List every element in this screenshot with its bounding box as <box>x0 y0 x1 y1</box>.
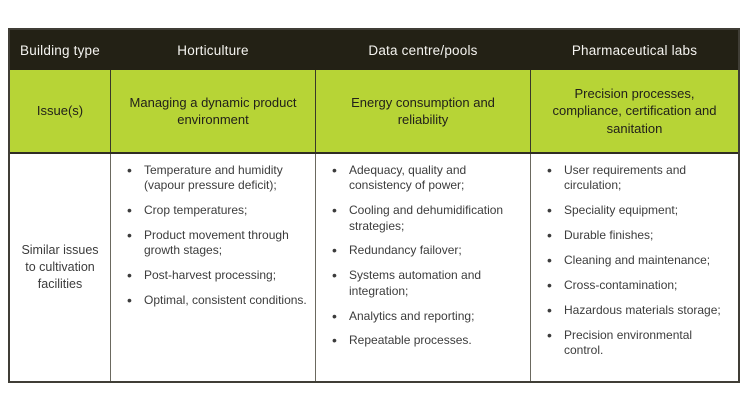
list-item: • Post-harvest processing; <box>126 268 309 283</box>
issue-summary-pharma: Precision processes, compliance, certification and sanitation <box>530 70 738 152</box>
list-item: • Product movement through growth stages; <box>126 228 309 259</box>
details-cell-horticulture <box>110 154 315 381</box>
header-cell-pharmaceutical-labs: Pharmaceutical labs <box>530 30 738 70</box>
list-item: • Repeatable processes. <box>331 333 524 348</box>
list-item: • Optimal, consistent conditions. <box>126 293 309 308</box>
data-centre-issues-list <box>316 154 530 349</box>
list-item: • Cooling and dehumidification strategies; <box>331 203 524 234</box>
list-item: • Crop temperatures; <box>126 203 309 218</box>
list-item: • Adequacy, quality and consistency of power; <box>331 163 524 194</box>
list-item: • Precision environmental control. <box>546 328 732 359</box>
issues-row-label: Issue(s) <box>36 103 84 119</box>
header-row <box>10 30 738 70</box>
list-item: • Redundancy failover; <box>331 243 524 258</box>
list-item: • Durable finishes; <box>546 228 732 243</box>
horticulture-issues-list <box>111 154 315 309</box>
list-item: • Systems automation and integration; <box>331 268 524 299</box>
list-item: • Temperature and humidity (vapour pressure deficit); <box>126 163 309 194</box>
details-row-label: Similar issues to cultivation facilities <box>21 242 99 292</box>
issue-summary-data-centre: Energy consumption and reliability <box>315 70 530 152</box>
list-item: • Cross-contamination; <box>546 278 732 293</box>
issues-row <box>10 70 738 154</box>
header-cell-building-type: Building type <box>20 42 100 58</box>
details-cell-data-centre <box>315 154 530 381</box>
list-item: • Speciality equipment; <box>546 203 732 218</box>
header-cell-horticulture: Horticulture <box>110 30 315 70</box>
header-cell-data-centre-pools: Data centre/pools <box>315 30 530 70</box>
list-item: • User requirements and circulation; <box>546 163 732 194</box>
list-item: • Analytics and reporting; <box>331 309 524 324</box>
details-cell-pharma <box>530 154 738 381</box>
building-issues-table <box>8 28 740 383</box>
pharma-issues-list <box>531 154 738 358</box>
list-item: • Cleaning and maintenance; <box>546 253 732 268</box>
details-row <box>10 154 738 381</box>
issue-summary-horticulture: Managing a dynamic product environment <box>110 70 315 152</box>
list-item: • Hazardous materials storage; <box>546 303 732 318</box>
